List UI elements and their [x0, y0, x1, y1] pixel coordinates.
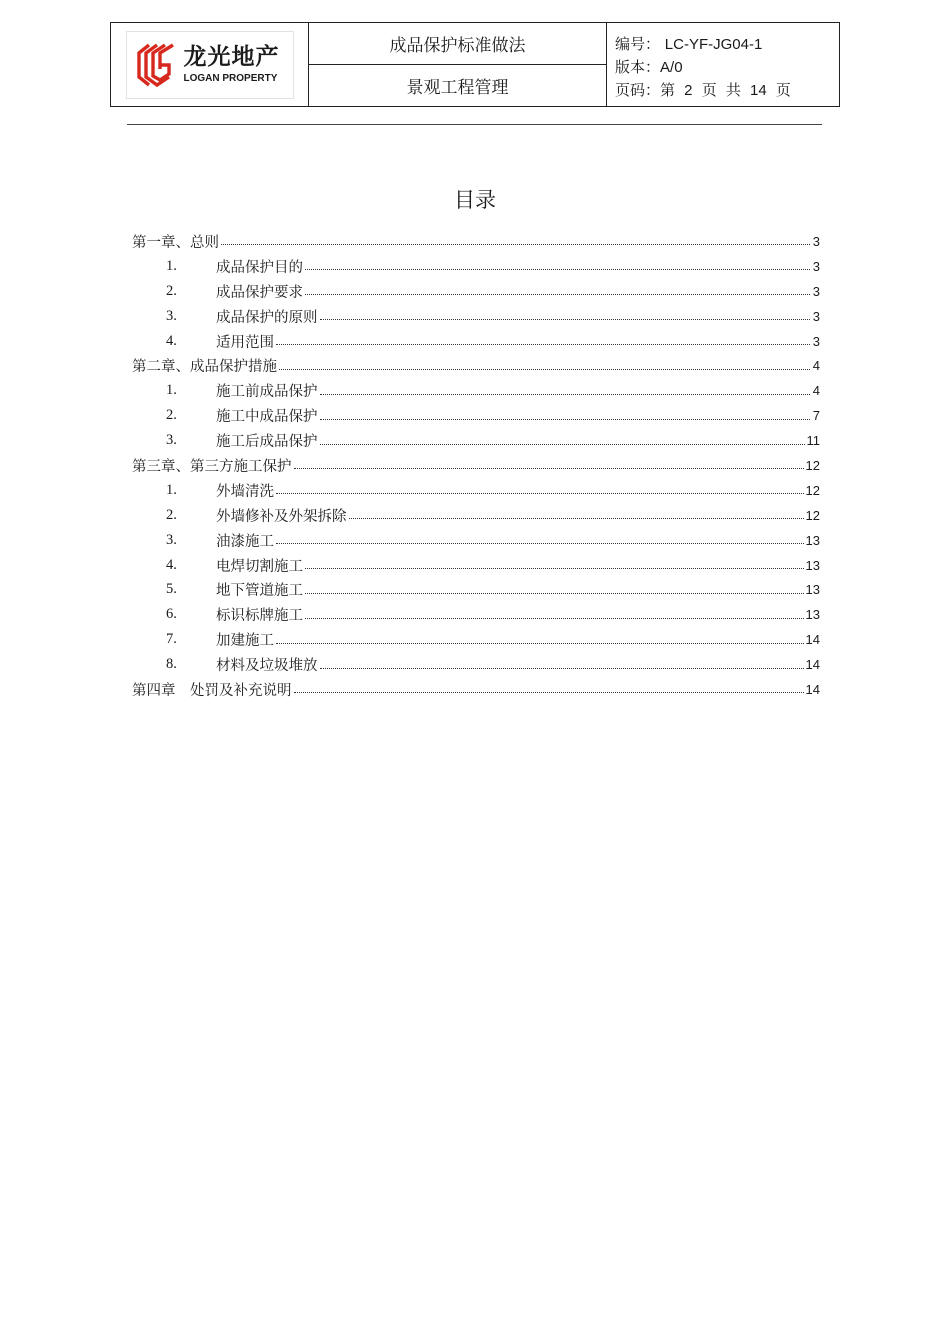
toc-entry[interactable]: [132, 677, 820, 702]
toc-dot-leader: [320, 444, 805, 445]
toc-entry[interactable]: [132, 453, 820, 478]
toc-entry-page: 3: [812, 283, 820, 299]
toc-dot-leader: [305, 568, 804, 569]
toc-entry-page: 13: [805, 582, 820, 598]
toc-entry-number: 2.: [166, 407, 177, 424]
toc-entry-page: 12: [805, 457, 820, 473]
toc-entry-text: 地下管道施工: [216, 583, 303, 600]
toc-entry-number: 3.: [166, 307, 177, 324]
toc-entry-page: 7: [812, 408, 820, 424]
toc-entry[interactable]: [132, 602, 820, 627]
toc-entry[interactable]: [132, 503, 820, 528]
toc-entry-text: 材料及垃圾堆放: [216, 658, 318, 675]
toc-entry[interactable]: [132, 553, 820, 578]
toc-entry-text: 标识标牌施工: [216, 608, 303, 625]
toc-entry-page: 12: [805, 482, 820, 498]
toc-title: 目录: [454, 188, 496, 212]
logo-name-cn: 龙光地产: [183, 43, 280, 70]
toc-dot-leader: [320, 394, 811, 395]
title-cell: [309, 23, 607, 106]
toc-dot-leader: [349, 518, 804, 519]
company-logo: [126, 31, 294, 99]
toc-entry-number: 2.: [166, 282, 177, 299]
toc-dot-leader: [320, 419, 811, 420]
toc-entry-text: 适用范围: [216, 334, 274, 351]
toc-entry-page: 13: [805, 607, 820, 623]
toc-entry-text: 成品保护要求: [216, 284, 303, 301]
toc-entry-text: 外墙修补及外架拆除: [216, 508, 347, 525]
toc-entry[interactable]: [132, 403, 820, 428]
toc-entry-page: 3: [812, 233, 820, 249]
toc-dot-leader: [221, 244, 810, 245]
toc-entry-text: 加建施工: [216, 633, 274, 650]
toc-dot-leader: [276, 543, 804, 544]
code-label: 编号：: [615, 35, 661, 53]
code-value: LC-YF-JG04-1: [664, 36, 763, 53]
toc-entry-number: 7.: [166, 631, 177, 648]
page-value: 第 2 页 共 14 页: [660, 82, 791, 99]
toc-entry-text: 电焊切割施工: [216, 558, 303, 575]
toc-entry-number: 4.: [166, 332, 177, 349]
logo-cell: [111, 23, 309, 106]
toc-entry-number: 6.: [166, 606, 177, 623]
document-title: 成品保护标准做法: [309, 23, 606, 65]
toc-dot-leader: [305, 294, 810, 295]
toc-entry-text: 外墙清洗: [216, 483, 274, 500]
toc-dot-leader: [276, 344, 810, 345]
logan-logo-mark-icon: [135, 41, 179, 89]
page-label: 页码：: [615, 81, 661, 99]
document-info: [607, 23, 839, 106]
document-header: [110, 22, 840, 107]
document-page: [615, 79, 839, 102]
toc-entry-number: 2.: [166, 506, 177, 523]
toc-entry[interactable]: [132, 652, 820, 677]
toc-entry-page: 12: [805, 507, 820, 523]
toc-entry-text: 施工中成品保护: [216, 409, 318, 426]
toc-entry[interactable]: [132, 478, 820, 503]
toc-dot-leader: [276, 643, 804, 644]
toc-dot-leader: [294, 692, 804, 693]
toc-entry[interactable]: [132, 627, 820, 652]
logo-name-en: LOGAN PROPERTY: [183, 72, 278, 84]
toc-entry[interactable]: [132, 304, 820, 329]
toc-entry[interactable]: [132, 254, 820, 279]
document-version: [615, 56, 839, 79]
document-subtitle: 景观工程管理: [406, 78, 509, 98]
toc-entry[interactable]: [132, 528, 820, 553]
toc-entry-page: 11: [806, 433, 820, 449]
toc-entry-page: 14: [805, 657, 820, 673]
toc-dot-leader: [320, 668, 804, 669]
toc-entry-page: 14: [805, 681, 820, 697]
toc-entry-number: 1.: [166, 481, 177, 498]
header-divider: [127, 124, 822, 125]
toc-entry[interactable]: [132, 229, 820, 254]
toc-dot-leader: [305, 269, 810, 270]
toc-entry-text: 第三章、第三方施工保护: [132, 458, 292, 475]
toc-entry[interactable]: [132, 378, 820, 403]
toc-dot-leader: [305, 593, 804, 594]
toc-entry-text: 油漆施工: [216, 533, 274, 550]
toc-entry-text: 第一章、总则: [132, 234, 219, 251]
toc-entry-text: 施工前成品保护: [216, 384, 318, 401]
toc-entry-text: 成品保护的原则: [216, 309, 318, 326]
toc-dot-leader: [320, 319, 811, 320]
toc-entry[interactable]: [132, 353, 820, 378]
toc-dot-leader: [294, 468, 804, 469]
toc-entry-number: 3.: [166, 531, 177, 548]
toc-entry-text: 第二章、成品保护措施: [132, 359, 277, 376]
toc-entry-number: 1.: [166, 382, 177, 399]
version-label: 版本：: [615, 58, 661, 76]
toc-entry[interactable]: [132, 329, 820, 354]
toc-dot-leader: [305, 618, 804, 619]
version-value: A/0: [660, 59, 683, 76]
toc-entry-text: 第四章 处罚及补充说明: [132, 682, 292, 699]
toc-entry-page: 3: [812, 258, 820, 274]
toc-entry-page: 14: [805, 632, 820, 648]
toc-entry-page: 3: [812, 333, 820, 349]
table-of-contents: [132, 229, 820, 702]
toc-entry-number: 5.: [166, 581, 177, 598]
toc-entry-text: 成品保护目的: [216, 259, 303, 276]
toc-entry-number: 1.: [166, 257, 177, 274]
toc-entry[interactable]: [132, 577, 820, 602]
document-code: [615, 33, 839, 56]
toc-entry-text: 施工后成品保护: [216, 434, 318, 451]
toc-entry-page: 4: [812, 383, 820, 399]
toc-dot-leader: [276, 493, 804, 494]
toc-entry-number: 4.: [166, 556, 177, 573]
toc-entry-page: 4: [812, 358, 820, 374]
toc-entry-page: 13: [805, 532, 820, 548]
toc-entry[interactable]: [132, 279, 820, 304]
toc-entry[interactable]: [132, 428, 820, 453]
toc-dot-leader: [279, 369, 810, 370]
toc-entry-number: 8.: [166, 656, 177, 673]
toc-entry-number: 3.: [166, 432, 177, 449]
toc-entry-page: 3: [812, 308, 820, 324]
toc-entry-page: 13: [805, 557, 820, 573]
